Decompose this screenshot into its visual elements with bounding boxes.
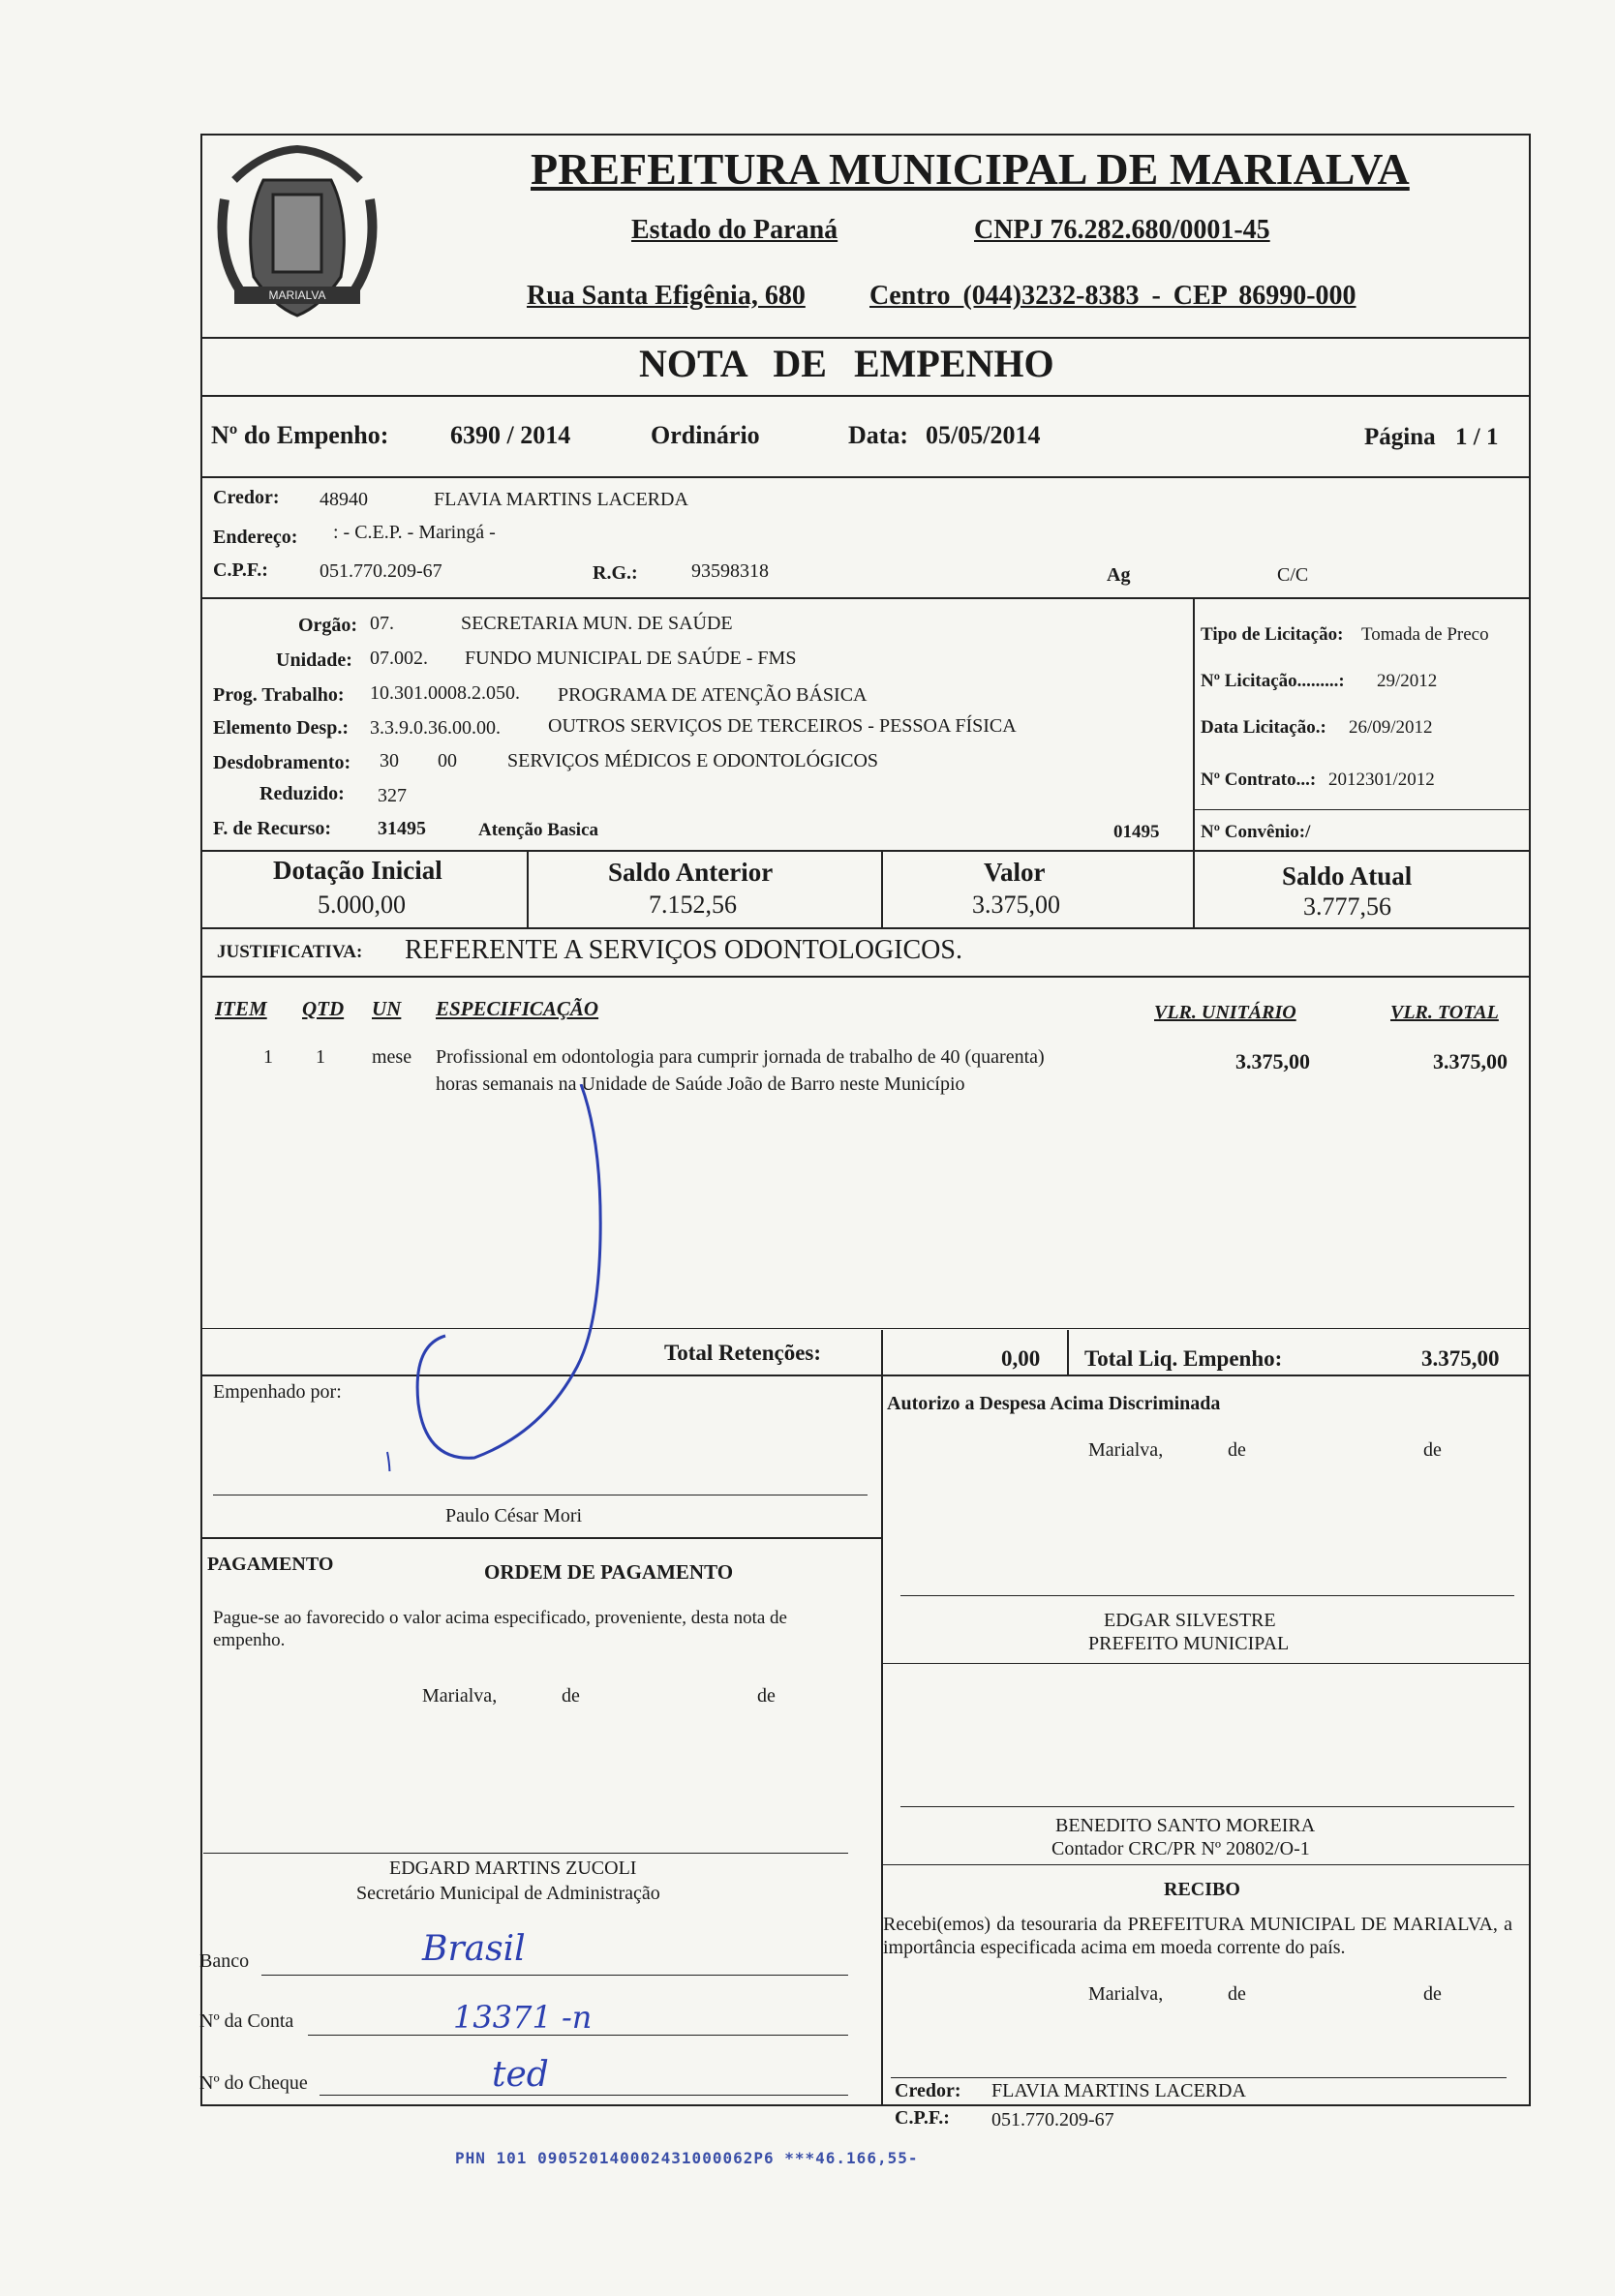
rg: 93598318 — [691, 560, 769, 582]
divider — [1067, 1330, 1069, 1376]
col-vlr-total: VLR. TOTAL — [1390, 1002, 1499, 1023]
divider — [200, 976, 1531, 978]
cc-label: C/C — [1277, 564, 1309, 586]
endereco-label: Endereço: — [213, 527, 298, 548]
page-label: Página — [1364, 424, 1436, 450]
crest-ribbon-text: MARIALVA — [268, 288, 326, 302]
unidade-code: 07.002. — [370, 648, 428, 669]
autorizo-de1: de — [1228, 1439, 1246, 1461]
orgao-code: 07. — [370, 613, 394, 634]
reduzido-label: Reduzido: — [259, 783, 345, 804]
dotacao-label: Dotação Inicial — [273, 856, 442, 885]
contrato: 2012301/2012 — [1328, 770, 1435, 790]
recurso-name: Atenção Basica — [478, 820, 599, 840]
credor-name: FLAVIA MARTINS LACERDA — [434, 489, 688, 510]
cheque-line — [320, 2095, 848, 2096]
divider — [200, 597, 1531, 599]
desdobramento-code2: 00 — [438, 750, 457, 771]
contador-role: Contador CRC/PR Nº 20802/O-1 — [1051, 1838, 1310, 1859]
pagamento-city: Marialva, — [422, 1685, 498, 1707]
doc-title: NOTA DE EMPENHO — [639, 342, 1054, 385]
data-licitacao-label: Data Licitação.: — [1201, 717, 1326, 738]
recibo-de1: de — [1228, 1983, 1246, 2005]
pagamento-de2: de — [757, 1685, 776, 1707]
cpf: 051.770.209-67 — [320, 560, 442, 582]
pagamento-label: PAGAMENTO — [207, 1554, 334, 1575]
street-address: Rua Santa Efigênia, 680 — [527, 281, 806, 311]
recurso-label: F. de Recurso: — [213, 818, 332, 839]
recurso-code: 31495 — [378, 818, 426, 839]
recibo-cpf: 051.770.209-67 — [991, 2109, 1114, 2130]
autorizo-city: Marialva, — [1088, 1439, 1164, 1461]
empenho-date-label: Data: — [848, 421, 909, 449]
reduzido: 327 — [378, 785, 407, 806]
divider — [881, 1864, 1531, 1865]
bank-authentication-stamp: PHN 101 090520140002431000062P6 ***46.166,55- — [455, 2149, 919, 2167]
recibo-cpf-label: C.P.F.: — [895, 2107, 950, 2129]
divider — [1193, 597, 1195, 851]
address-contact: Centro (044)3232-8383 - CEP 86990-000 — [869, 281, 1356, 311]
elemento-name: OUTROS SERVIÇOS DE TERCEIROS - PESSOA FÍSICA — [548, 715, 1017, 737]
empenhado-label: Empenhado por: — [213, 1381, 342, 1403]
credor-label: Credor: — [213, 487, 280, 508]
elemento-label: Elemento Desp.: — [213, 717, 349, 739]
cpf-label: C.P.F.: — [213, 559, 268, 581]
signature-line — [900, 1806, 1514, 1807]
banco-line — [261, 1975, 848, 1976]
pagamento-text: Pague-se ao favorecido o valor acima especificado, proveniente, desta nota de empenho. — [213, 1608, 787, 1650]
cnpj: CNPJ 76.282.680/0001-45 — [974, 215, 1270, 245]
divider — [881, 1375, 883, 2106]
empenho-number: 6390 / 2014 — [450, 421, 571, 449]
signature-line — [891, 2077, 1507, 2078]
retencoes-label: Total Retenções: — [664, 1341, 822, 1365]
row-vlr-total: 3.375,00 — [1433, 1049, 1508, 1073]
divider — [881, 1663, 1531, 1664]
secretario-role: Secretário Municipal de Administração — [356, 1883, 660, 1904]
numero-licitacao-label: Nº Licitação.........: — [1201, 671, 1345, 691]
divider — [200, 395, 1531, 397]
ag-label: Ag — [1107, 564, 1131, 586]
conta-label: Nº da Conta — [199, 2010, 294, 2032]
recibo-credor-label: Credor: — [895, 2080, 961, 2101]
justificativa-text: REFERENTE A SERVIÇOS ODONTOLOGICOS. — [405, 935, 962, 965]
prefeito-name: EDGAR SILVESTRE — [1104, 1610, 1276, 1631]
unidade-name: FUNDO MUNICIPAL DE SAÚDE - FMS — [465, 648, 797, 669]
orgao-label: Orgão: — [298, 615, 358, 636]
recurso-code2: 01495 — [1113, 822, 1160, 842]
prog-trabalho-name: PROGRAMA DE ATENÇÃO BÁSICA — [558, 684, 868, 706]
page-number: 1 / 1 — [1455, 424, 1499, 450]
contrato-label: Nº Contrato...: — [1201, 770, 1317, 790]
row-espec-line2: horas semanais na Unidade de Saúde João de Barro neste Município — [436, 1073, 965, 1095]
signature-line — [203, 1853, 848, 1854]
empenho-date: 05/05/2014 — [926, 421, 1041, 449]
liq-empenho-value: 3.375,00 — [1421, 1346, 1500, 1371]
secretario-name: EDGARD MARTINS ZUCOLI — [389, 1858, 637, 1879]
col-un: UN — [372, 997, 402, 1020]
signature-line — [900, 1595, 1514, 1596]
divider — [881, 1330, 883, 1376]
row-item: 1 — [263, 1046, 273, 1068]
justificativa-label: JUSTIFICATIVA: — [217, 942, 363, 962]
tipo-licitacao-label: Tipo de Licitação: — [1201, 624, 1344, 645]
saldo-anterior-value: 7.152,56 — [649, 891, 737, 919]
autorizo-label: Autorizo a Despesa Acima Discriminada — [887, 1393, 1221, 1414]
desdobramento-code1: 30 — [380, 750, 399, 771]
handwritten-signature — [349, 1084, 639, 1471]
divider — [200, 476, 1531, 478]
tipo-licitacao: Tomada de Preco — [1361, 624, 1489, 645]
credor-code: 48940 — [320, 489, 368, 510]
orgao-name: SECRETARIA MUN. DE SAÚDE — [461, 613, 733, 634]
divider — [1193, 850, 1195, 927]
data-licitacao: 26/09/2012 — [1349, 717, 1433, 738]
saldo-atual-value: 3.777,56 — [1303, 892, 1391, 921]
recibo-title: RECIBO — [1164, 1879, 1240, 1900]
col-qtd: QTD — [302, 997, 345, 1020]
state-name: Estado do Paraná — [631, 215, 838, 245]
cheque-handwritten: ted — [492, 2055, 549, 2095]
valor-label: Valor — [984, 858, 1046, 887]
retencoes-value: 0,00 — [1001, 1346, 1041, 1371]
pagamento-de1: de — [562, 1685, 580, 1707]
divider — [1193, 809, 1531, 810]
row-qtd: 1 — [316, 1046, 325, 1068]
divider — [881, 850, 883, 927]
dotacao-value: 5.000,00 — [318, 891, 406, 919]
row-vlr-unitario: 3.375,00 — [1235, 1049, 1310, 1073]
divider — [527, 850, 529, 927]
ordem-pagamento-label: ORDEM DE PAGAMENTO — [484, 1560, 734, 1584]
cheque-label: Nº do Cheque — [199, 2072, 308, 2094]
divider — [200, 927, 1531, 929]
elemento-code: 3.3.9.0.36.00.00. — [370, 717, 501, 739]
municipal-crest-logo — [205, 141, 389, 335]
saldo-anterior-label: Saldo Anterior — [608, 858, 774, 887]
autorizo-de2: de — [1423, 1439, 1442, 1461]
unidade-label: Unidade: — [276, 650, 352, 671]
recibo-city: Marialva, — [1088, 1983, 1164, 2005]
rg-label: R.G.: — [593, 562, 638, 584]
row-espec-line1: Profissional em odontologia para cumprir jornada de trabalho de 40 (quarenta) — [436, 1046, 1045, 1068]
liq-empenho-label: Total Liq. Empenho: — [1084, 1346, 1283, 1371]
desdobramento-label: Desdobramento: — [213, 752, 351, 773]
conta-handwritten: 13371 -n — [453, 1999, 593, 2036]
saldo-atual-label: Saldo Atual — [1282, 861, 1413, 891]
empenho-type: Ordinário — [651, 421, 760, 449]
prog-trabalho-label: Prog. Trabalho: — [213, 684, 345, 706]
prefeitura-title: PREFEITURA MUNICIPAL DE MARIALVA — [531, 144, 1410, 194]
divider — [200, 850, 1531, 852]
col-vlr-unitario: VLR. UNITÁRIO — [1154, 1002, 1296, 1023]
col-item: ITEM — [215, 997, 267, 1020]
recibo-de2: de — [1423, 1983, 1442, 2005]
contador-name: BENEDITO SANTO MOREIRA — [1055, 1815, 1316, 1836]
col-especificacao: ESPECIFICAÇÃO — [436, 997, 599, 1020]
convenio-label: Nº Convênio:/ — [1201, 822, 1311, 842]
prog-trabalho-code: 10.301.0008.2.050. — [370, 682, 520, 704]
divider — [200, 337, 1531, 339]
numero-licitacao: 29/2012 — [1377, 671, 1438, 691]
recibo-credor-name: FLAVIA MARTINS LACERDA — [991, 2080, 1246, 2101]
valor-value: 3.375,00 — [972, 891, 1060, 919]
divider — [200, 1537, 881, 1539]
banco-handwritten: Brasil — [422, 1929, 526, 1969]
endereco: : - C.E.P. - Maringá - — [333, 522, 496, 543]
empenhado-signer: Paulo César Mori — [445, 1505, 583, 1526]
row-un: mese — [372, 1046, 412, 1068]
empenho-number-label: Nº do Empenho: — [211, 421, 389, 449]
prefeito-role: PREFEITO MUNICIPAL — [1088, 1633, 1290, 1654]
desdobramento-name: SERVIÇOS MÉDICOS E ODONTOLÓGICOS — [507, 750, 879, 771]
banco-label: Banco — [199, 1950, 250, 1972]
recibo-text: Recebi(emos) da tesouraria da PREFEITURA MUNICIPAL DE MARIALVA, a importância especificada acima em moeda corrente do país. — [883, 1914, 1512, 1958]
